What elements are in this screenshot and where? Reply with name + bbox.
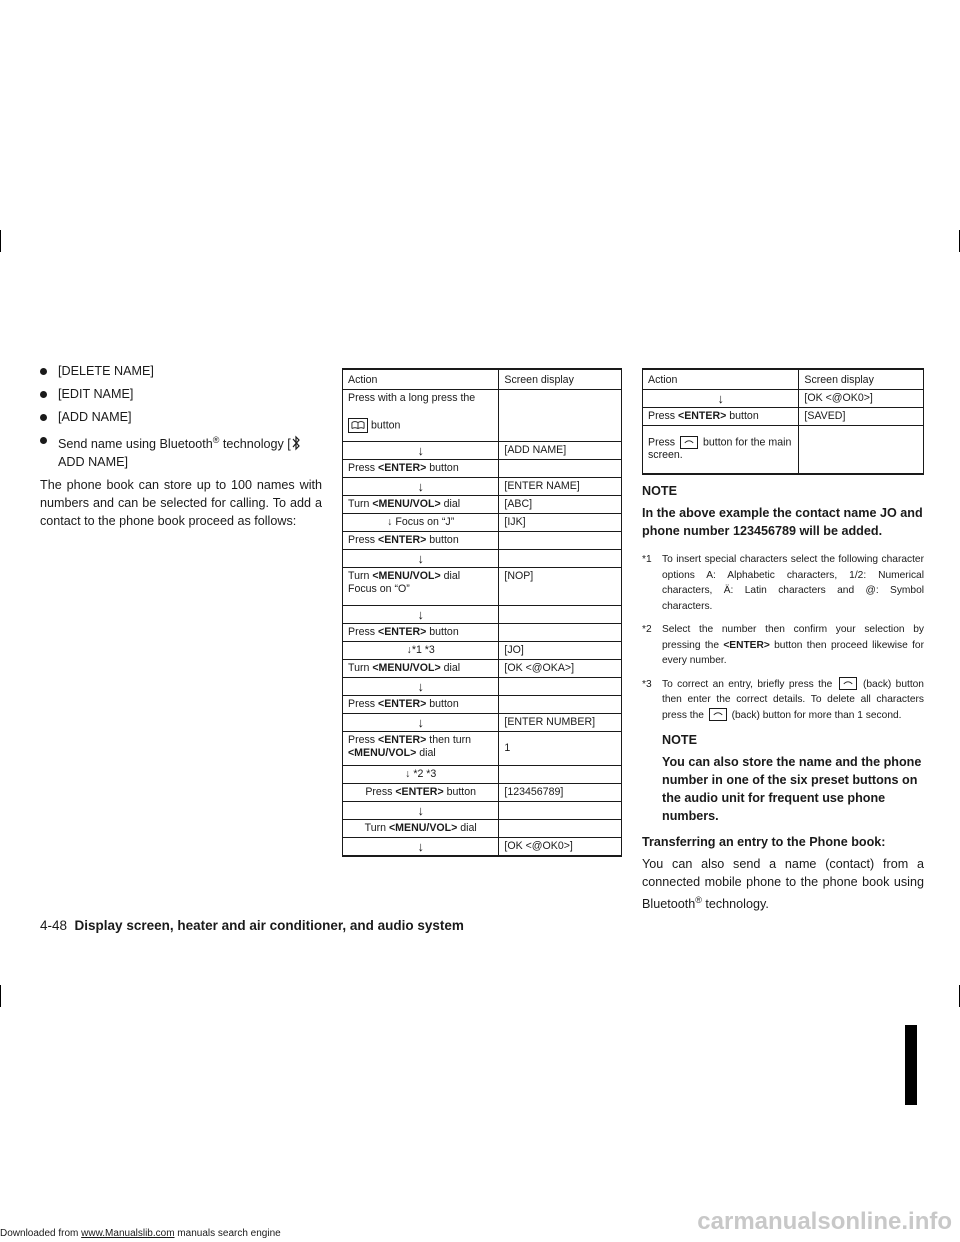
down-arrow-icon: ↓ xyxy=(417,679,424,694)
table-row: Press <ENTER> then turn <MENU/VOL> dial 1 xyxy=(343,732,622,766)
footnote-1: *1 To insert special characters select the following character options A: Alphabetic characters, 1/2: Numerical characters, Ä: Latin characters and @: Symbol characters. xyxy=(642,554,924,612)
transfer-paragraph: You can also send a name (contact) from a connected mobile phone to the phone book using Bluetooth® technology. xyxy=(642,857,924,912)
phonebook-icon xyxy=(348,418,368,433)
table-header: Action Screen display xyxy=(643,369,924,390)
intro-paragraph: The phone book can store up to 100 names with numbers and can be selected for calling. To add a contact to the phone book proceed as follows: xyxy=(40,478,322,529)
down-arrow-icon: ↓ xyxy=(387,516,396,528)
section-thumb-tab xyxy=(905,1025,917,1105)
table-row: ↓*1 *3 [JO] xyxy=(343,642,622,660)
right-column xyxy=(642,480,924,913)
down-arrow-icon: ↓ xyxy=(417,607,424,622)
list-item: [DELETE NAME] xyxy=(40,362,322,380)
table-row: ↓ [ADD NAME] xyxy=(343,442,622,460)
page-footer: 4-48 Display screen, heater and air conditioner, and audio system xyxy=(40,918,464,933)
back-button-icon xyxy=(709,708,727,721)
left-column xyxy=(40,362,322,530)
table-header: Action Screen display xyxy=(343,369,622,390)
back-button-icon xyxy=(680,436,698,449)
list-item-bluetooth: Send name using Bluetooth® technology [ ADD NAME] xyxy=(40,431,322,471)
table-row: ↓ [OK <@OK0>] xyxy=(343,838,622,857)
down-arrow-icon: ↓ xyxy=(417,715,424,730)
down-arrow-icon: ↓ xyxy=(405,768,414,780)
table-row: ↓ [OK <@OK0>] xyxy=(643,390,924,408)
table-row: ↓ [ENTER NUMBER] xyxy=(343,714,622,732)
table-row xyxy=(343,678,622,696)
table-row: Press <ENTER> button xyxy=(343,460,622,478)
note-heading: NOTE xyxy=(642,484,677,498)
note-heading: NOTE xyxy=(662,733,697,747)
bluetooth-icon xyxy=(291,435,301,451)
download-notice: Downloaded from www.Manualslib.com manuals search engine xyxy=(0,1228,281,1239)
down-arrow-icon: ↓ xyxy=(406,644,412,656)
note-body: You can also store the name and the phone number in one of the six preset buttons on the audio unit for frequent use phone numbers. xyxy=(662,755,922,823)
footnote-3: *3 To correct an entry, briefly press the (back) button then enter the correct details. To delete all characters press the (back) button for more than 1 second. xyxy=(642,678,924,721)
table-row: ↓ Focus on “J” [IJK] xyxy=(343,514,622,532)
table-row: Press <ENTER> button xyxy=(343,696,622,714)
table-row: Press <ENTER> button [123456789] xyxy=(343,784,622,802)
footnote-2: *2 Select the number then confirm your selection by pressing the <ENTER> button then proceed likewise for every number. xyxy=(642,624,924,666)
down-arrow-icon: ↓ xyxy=(417,839,424,854)
manualslib-link[interactable]: www.Manualslib.com xyxy=(81,1228,175,1239)
table-row: Turn <MENU/VOL> dial xyxy=(343,820,622,838)
crop-mark xyxy=(0,230,1,252)
back-button-icon xyxy=(839,677,857,690)
table-row xyxy=(343,606,622,624)
table-row xyxy=(343,550,622,568)
crop-mark xyxy=(0,985,1,1007)
list-item: [EDIT NAME] xyxy=(40,385,322,403)
table-row: ↓ [ENTER NAME] xyxy=(343,478,622,496)
steps-table-2 xyxy=(642,368,924,475)
down-arrow-icon: ↓ xyxy=(717,391,724,406)
list-item: [ADD NAME] xyxy=(40,408,322,426)
table-row: Press button for the main screen. xyxy=(643,426,924,474)
down-arrow-icon: ↓ xyxy=(417,803,424,818)
table-row xyxy=(343,802,622,820)
watermark: carmanualsonline.info xyxy=(697,1208,952,1235)
down-arrow-icon: ↓ xyxy=(417,443,424,458)
down-arrow-icon: ↓ xyxy=(417,479,424,494)
table-row: Press <ENTER> button xyxy=(343,532,622,550)
table-row: Turn <MENU/VOL> dial Focus on “O” [NOP] xyxy=(343,568,622,606)
note-body: In the above example the contact name JO and phone number 123456789 will be added. xyxy=(642,506,923,538)
table-row: Turn <MENU/VOL> dial [OK <@OKA>] xyxy=(343,660,622,678)
section-heading: Transferring an entry to the Phone book: xyxy=(642,835,886,849)
down-arrow-icon: ↓ xyxy=(417,551,424,566)
steps-table-1 xyxy=(342,368,622,857)
table-row: Turn <MENU/VOL> dial [ABC] xyxy=(343,496,622,514)
table-row: Press with a long press the button xyxy=(343,390,622,442)
table-row: ↓ *2 *3 xyxy=(343,766,622,784)
table-row: Press <ENTER> button [SAVED] xyxy=(643,408,924,426)
table-row: Press <ENTER> button xyxy=(343,624,622,642)
